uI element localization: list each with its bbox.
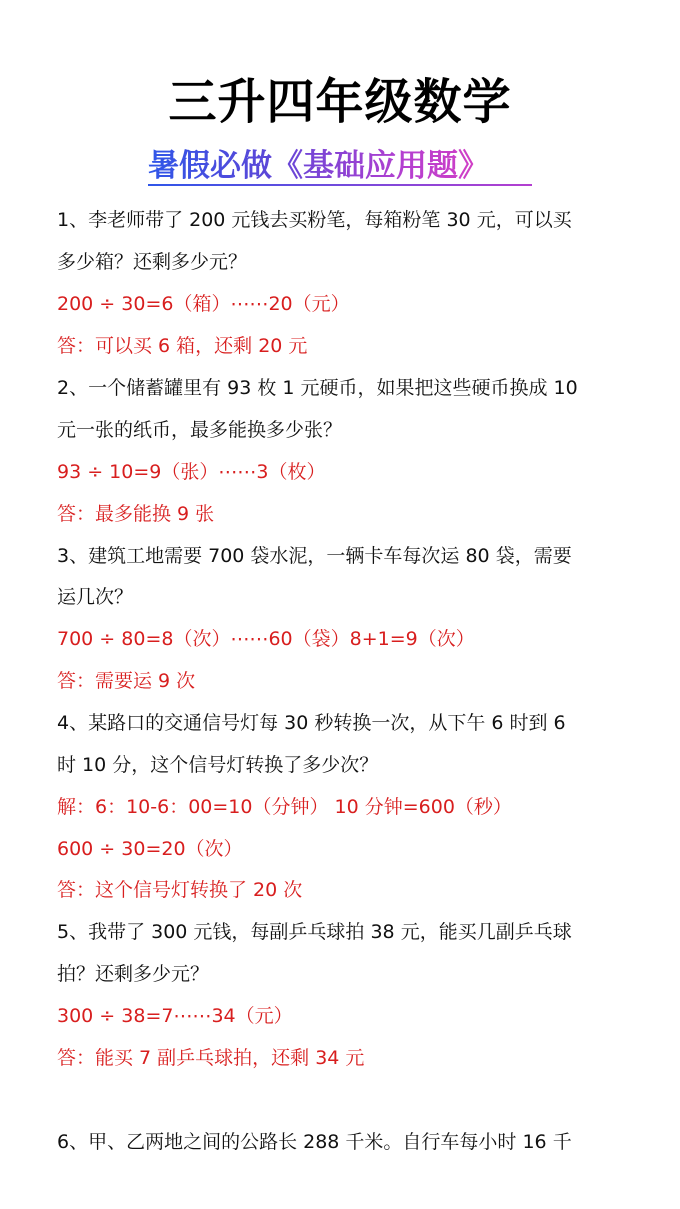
problem-3-question-line-1: 3、建筑工地需要 700 袋水泥，一辆卡车每次运 80 袋，需要 (57, 545, 572, 567)
problem-5-answer: 答：能买 7 副乒乓球拍，还剩 34 元 (57, 1047, 365, 1069)
problem-4-answer: 答：这个信号灯转换了 20 次 (57, 879, 303, 901)
problem-5-question-line-2: 拍？还剩多少元？ (57, 963, 210, 985)
problem-1-solution: 200 ÷ 30=6（箱）⋯⋯20（元） (57, 293, 350, 315)
page-subtitle: 暑假必做《基础应用题》 (148, 148, 489, 184)
subtitle-underline (148, 184, 532, 186)
problem-3-solution: 700 ÷ 80=8（次）⋯⋯60（袋）8+1=9（次） (57, 628, 475, 650)
problem-2-answer: 答：最多能换 9 张 (57, 503, 215, 525)
page-title: 三升四年级数学 (168, 74, 512, 130)
problem-6-question-line-1: 6、甲、乙两地之间的公路长 288 千米。自行车每小时 16 千 (57, 1131, 572, 1153)
problem-4-question-line-1: 4、某路口的交通信号灯每 30 秒转换一次，从下午 6 时到 6 (57, 712, 566, 734)
problem-2-question-line-2: 元一张的纸币，最多能换多少张？ (57, 419, 343, 441)
problem-2-solution: 93 ÷ 10=9（张）⋯⋯3（枚） (57, 461, 326, 483)
problem-1-answer: 答：可以买 6 箱，还剩 20 元 (57, 335, 308, 357)
problem-1-question-line-1: 1、李老师带了 200 元钱去买粉笔，每箱粉笔 30 元，可以买 (57, 209, 572, 231)
problem-4-question-line-2: 时 10 分，这个信号灯转换了多少次？ (57, 754, 379, 776)
problem-4-solution-line-2: 600 ÷ 30=20（次） (57, 838, 243, 860)
problem-2-question-line-1: 2、一个储蓄罐里有 93 枚 1 元硬币，如果把这些硬币换成 10 (57, 377, 578, 399)
problem-3-question-line-2: 运几次？ (57, 586, 134, 608)
problem-4-solution-line-1: 解：6：10-6：00=10（分钟） 10 分钟=600（秒） (57, 796, 512, 818)
problem-5-solution: 300 ÷ 38=7⋯⋯34（元） (57, 1005, 293, 1027)
problem-1-question-line-2: 多少箱？还剩多少元？ (57, 251, 248, 273)
problem-3-answer: 答：需要运 9 次 (57, 670, 196, 692)
problem-5-question-line-1: 5、我带了 300 元钱，每副乒乓球拍 38 元，能买几副乒乓球 (57, 921, 572, 943)
